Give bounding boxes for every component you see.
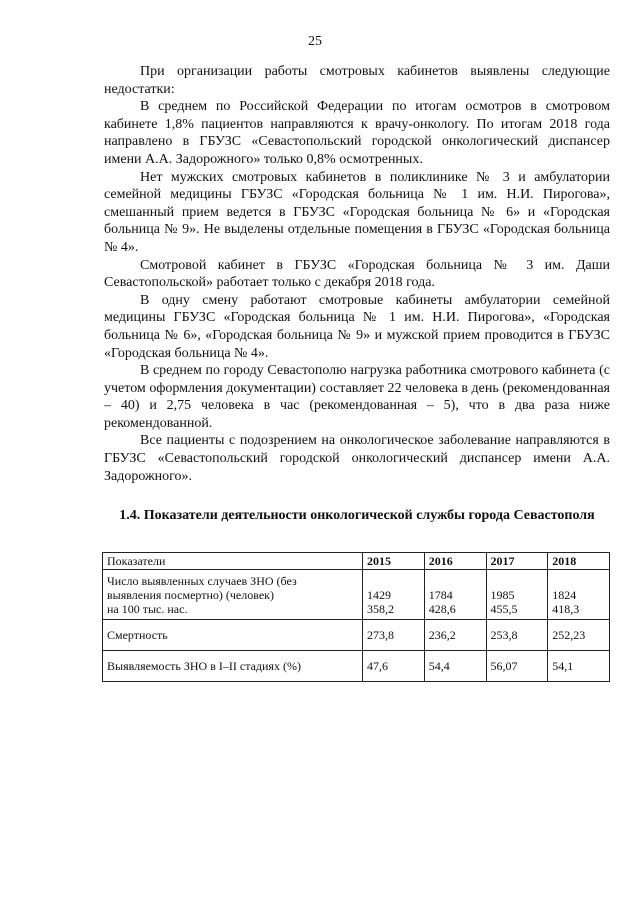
table-row [103,651,610,682]
row-label [103,570,363,620]
table-header-row [103,553,610,570]
row-label: Выявляемость ЗНО в I–II стадиях (%) [103,651,363,682]
paragraph-no-male-cabinets: Нет мужских смотровых кабинетов в поликлинике № 3 и амбулатории семейной медицины ГБУЗС «Городская больница № 1 им. Н.И. Пирогова», смешанный прием ведется в ГБУЗС «Городская больница № 6» и «Городская больница № 9». Не выделены отдельные помещения в ГБУЗС «Городская больница № 4». [104,169,610,255]
table-row [103,620,610,651]
cell-value [486,570,548,620]
row-label: Смертность [103,620,363,651]
paragraph-referral-rate: В среднем по Российской Федерации по итогам осмотров в смотровом кабинете 1,8% пациентов направляются к врачу-онкологу. По итогам 2018 года направлено в ГБУЗС «Севастопольский городской онкологический диспансер имени А.А. Задорожного» только 0,8% осмотренных. [104,99,610,167]
value-absolute: 1985 [490,588,515,602]
cell-value: 56,07 [486,651,548,682]
page-number: 25 [308,34,322,49]
value-absolute: 1429 [367,588,391,602]
cell-value: 54,4 [424,651,486,682]
cell-value [424,570,486,620]
cell-value: 47,6 [363,651,425,682]
cell-value: 252,23 [548,620,610,651]
paragraph-single-shift: В одну смену работают смотровые кабинеты амбулатории семейной медицины ГБУЗС «Городская больница № 1 им. Н.И. Пирогова», «Городская больница № 6», «Городская больница № 9» и мужской прием проводится в ГБУЗС «Городская больница № 4». [104,292,610,361]
cell-value: 273,8 [363,620,425,651]
row-label-line: Число выявленных случаев ЗНО (без [107,573,297,588]
body-text [104,63,610,485]
indicators-table [102,552,610,682]
cell-value: 253,8 [486,620,548,651]
paragraph-patient-routing: Все пациенты с подозрением на онкологическое заболевание направляются в ГБУЗС «Севастопольский городской онкологический диспансер имени А.А. Задорожного». [104,433,610,484]
row-label-line: выявления посмертно) (человек) [107,587,274,602]
header-year: 2015 [363,553,425,570]
section-heading: 1.4. Показатели деятельности онкологической службы города Севастополя [119,508,595,523]
header-year: 2018 [548,553,610,570]
value-rate: 358,2 [367,602,394,616]
header-year: 2016 [424,553,486,570]
paragraph-workload: В среднем по городу Севастополю нагрузка работника смотрового кабинета (с учетом оформления документации) составляет 22 человека в день (рекомендованная – 40) и 2,75 человека в час (рекомендованная – 5), что в два раза ниже рекомендованной. [104,363,610,431]
cell-value: 54,1 [548,651,610,682]
table-row [103,570,610,620]
value-absolute: 1824 [552,588,577,602]
cell-value: 236,2 [424,620,486,651]
header-indicators: Показатели [103,553,363,570]
paragraph-hospital-3-cabinet: Смотровой кабинет в ГБУЗС «Городская больница № 3 им. Даши Севастопольской» работает только с декабря 2018 года. [104,257,610,291]
value-rate: 455,5 [490,602,518,616]
cell-value [548,570,610,620]
header-year: 2017 [486,553,548,570]
row-label-line: на 100 тыс. нас. [107,601,188,616]
value-rate: 428,6 [428,602,456,616]
paragraph-deficiencies-intro: При организации работы смотровых кабинетов выявлены следующие недостатки: [104,64,610,97]
value-absolute: 1784 [428,588,453,602]
cell-value [363,570,425,620]
value-rate: 418,3 [552,602,580,616]
